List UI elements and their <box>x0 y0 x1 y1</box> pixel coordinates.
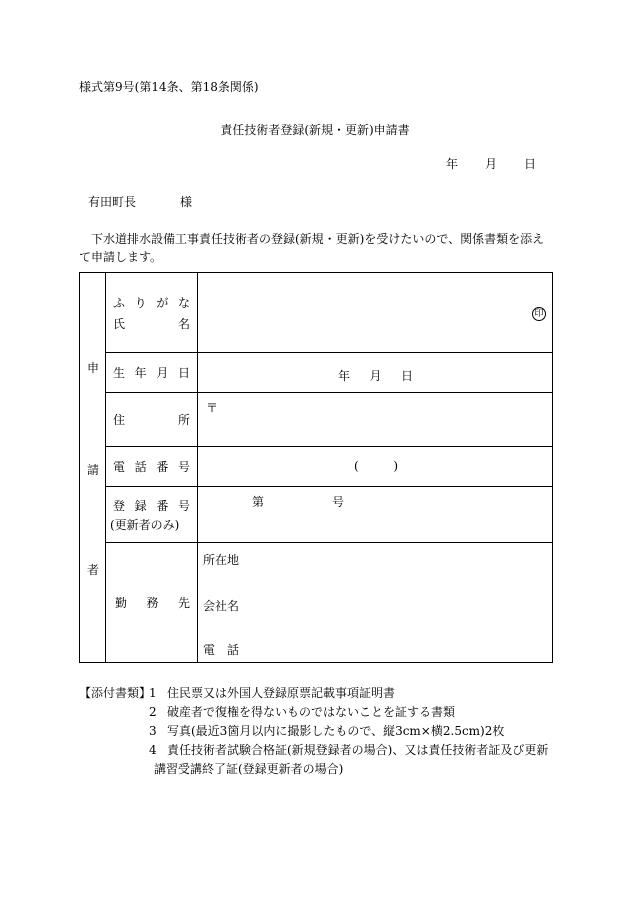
birth-month-label: 月 <box>369 369 382 383</box>
paren-open: ( <box>354 459 359 473</box>
date-day-label: 日 <box>523 157 536 171</box>
item-number: 2 <box>149 705 157 719</box>
item-number: 1 <box>149 686 157 700</box>
label-char: 録 <box>134 498 147 513</box>
label-char: 勤 <box>115 596 128 610</box>
birthdate-field[interactable] <box>198 353 553 393</box>
date-year-label: 年 <box>446 157 459 171</box>
workplace-field[interactable] <box>198 543 553 663</box>
workplace-row <box>80 543 553 663</box>
addressee-honorific: 様 <box>180 195 193 209</box>
registration-note: (更新者のみ) <box>110 517 180 532</box>
label-char: 号 <box>177 498 190 513</box>
label-char: 話 <box>134 460 147 474</box>
side-char-sha: 者 <box>86 563 99 577</box>
label-char: 月 <box>156 366 169 380</box>
paren-close: ) <box>393 459 398 473</box>
workplace-label <box>106 594 197 611</box>
label-char: 務 <box>146 596 159 610</box>
label-char: 番 <box>156 498 169 513</box>
address-row <box>80 393 553 447</box>
registration-number-template <box>252 493 344 510</box>
address-field[interactable] <box>198 393 553 447</box>
label-char: 名 <box>177 316 190 331</box>
registration-label-cell <box>106 487 198 543</box>
label-char: 電 <box>113 460 126 474</box>
seal-mark-icon: 印 <box>532 307 546 321</box>
reg-suffix: 号 <box>331 495 344 509</box>
label-char: 年 <box>134 366 147 380</box>
address-label <box>106 411 197 428</box>
attachments-list <box>149 684 559 779</box>
birthdate-ymd <box>338 367 413 384</box>
application-date <box>446 155 536 172</box>
phone-row <box>80 447 553 487</box>
workplace-phone-label: 電 話 <box>203 643 240 657</box>
date-month-label: 月 <box>484 157 497 171</box>
phone-field[interactable] <box>198 447 553 487</box>
label-char: 生 <box>113 366 126 380</box>
address-label-cell <box>106 393 198 447</box>
side-char-sei: 請 <box>86 463 99 477</box>
birth-day-label: 日 <box>400 369 413 383</box>
addressee <box>88 193 192 210</box>
label-char: 日 <box>177 366 190 380</box>
label-char: り <box>134 295 147 310</box>
label-char: 登 <box>113 498 126 513</box>
item-text: 責任技術者試験合格証(新規登録者の場合)、又は責任技術者証及び更新 <box>167 743 549 757</box>
label-char: な <box>177 295 190 310</box>
side-char-shin: 申 <box>86 361 99 375</box>
birthdate-row <box>80 353 553 393</box>
list-item <box>149 684 559 703</box>
workplace-location-label: 所在地 <box>203 553 240 567</box>
name-row <box>80 273 553 353</box>
registration-row <box>80 487 553 543</box>
list-item <box>149 722 559 741</box>
list-item <box>149 703 559 722</box>
applicant-side-label <box>80 273 106 663</box>
application-form-table <box>79 272 553 663</box>
workplace-company-label: 会社名 <box>203 599 240 613</box>
label-char: 住 <box>113 413 126 427</box>
label-char: 所 <box>177 413 190 427</box>
birthdate-label <box>106 364 197 381</box>
name-label-cell <box>106 273 198 353</box>
form-number: 様式第9号(第14条、第18条関係) <box>79 80 259 94</box>
list-item-continuation: 講習受講終了証(登録更新者の場合) <box>154 762 344 776</box>
workplace-label-cell <box>106 543 198 663</box>
phone-label <box>106 458 197 475</box>
item-text: 住民票又は外国人登録原票記載事項証明書 <box>167 686 396 700</box>
phone-parentheses <box>354 459 398 473</box>
list-item <box>149 741 559 760</box>
item-number: 4 <box>149 743 157 757</box>
postal-mark-icon: 〒 <box>206 401 219 415</box>
addressee-name: 有田町長 <box>88 195 137 209</box>
item-text: 写真(最近3箇月以内に撮影したもので、縦3cm×横2.5cm)2枚 <box>167 724 505 738</box>
registration-field[interactable] <box>198 487 553 543</box>
name-label <box>106 315 197 332</box>
furigana-label <box>106 294 197 311</box>
reg-prefix: 第 <box>252 495 265 509</box>
label-char: 氏 <box>113 316 126 331</box>
phone-label-cell <box>106 447 198 487</box>
label-char: ふ <box>113 295 126 310</box>
label-char: 先 <box>177 596 190 610</box>
birth-year-label: 年 <box>338 369 351 383</box>
application-statement: 下水道排水設備工事責任技術者の登録(新規・更新)を受けたいので、関係書類を添えて申請します。 <box>79 232 545 264</box>
registration-label <box>106 497 197 514</box>
attachments-heading: 【添付書類】 <box>79 686 152 700</box>
item-number: 3 <box>149 724 157 738</box>
document-title: 責任技術者登録(新規・更新)申請書 <box>220 123 410 137</box>
item-text: 破産者で復権を得ないものではないことを証する書類 <box>167 705 456 719</box>
birthdate-label-cell <box>106 353 198 393</box>
label-char: が <box>156 295 169 310</box>
label-char: 番 <box>156 460 169 474</box>
name-field[interactable] <box>198 273 553 353</box>
label-char: 号 <box>177 460 190 474</box>
